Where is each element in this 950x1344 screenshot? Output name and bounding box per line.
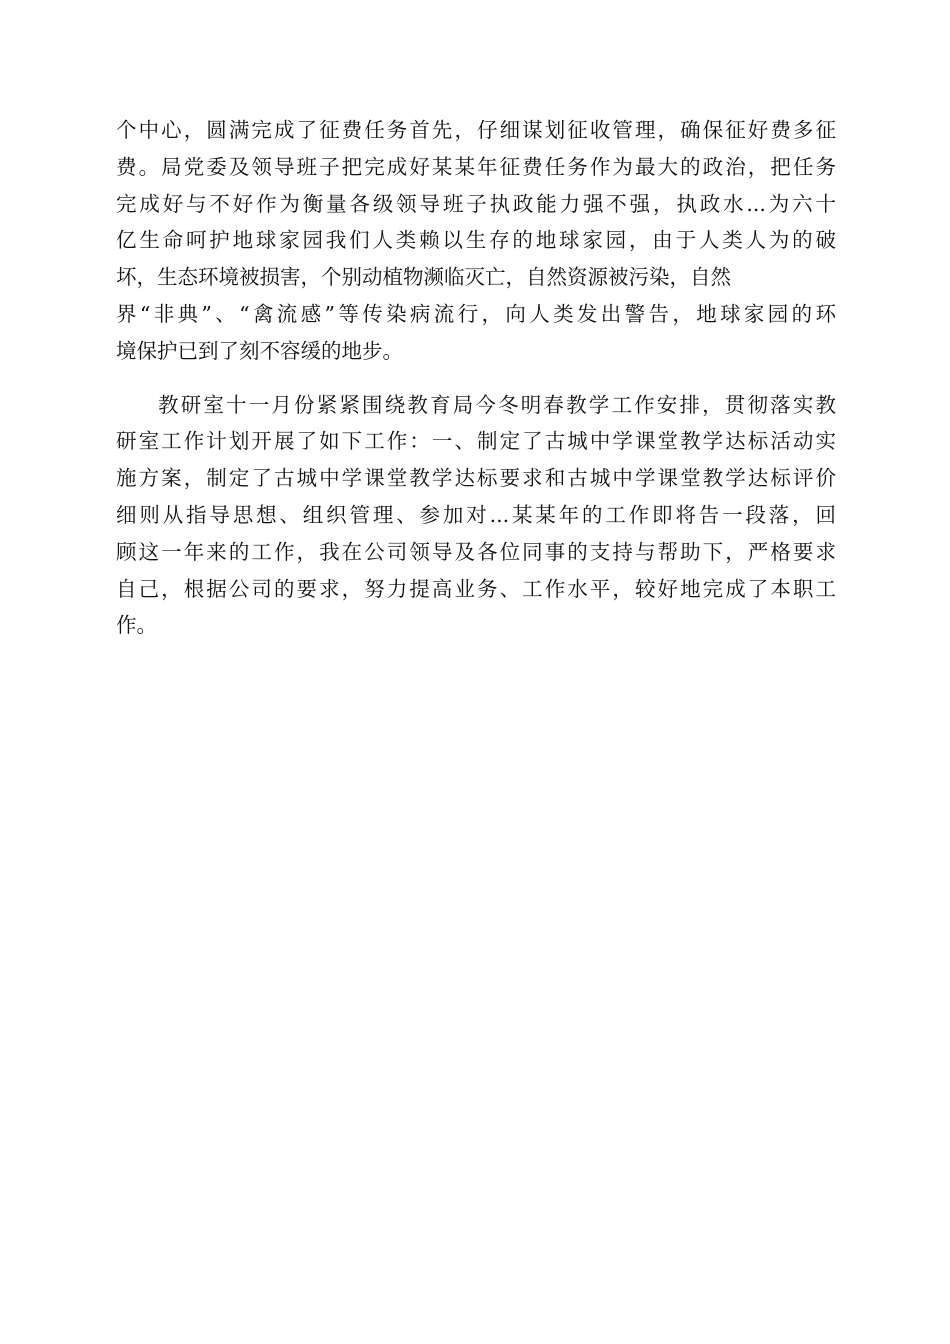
paragraph-spacer	[116, 370, 836, 387]
paragraph-line: 自己，根据公司的要求，努力提高业务、工作水平，较好地完成了本职工	[116, 576, 836, 601]
paragraph-line: 施方案，制定了古城中学课堂教学达标要求和古城中学课堂教学达标评价	[116, 466, 836, 491]
paragraph-line: 顾这一年来的工作，我在公司领导及各位同事的支持与帮助下，严格要求	[116, 539, 836, 564]
paragraph-line: 研室工作计划开展了如下工作：一、制定了古城中学课堂教学达标活动实	[116, 429, 836, 454]
paragraph-line: 教研室十一月份紧紧围绕教育局今冬明春教学工作安排，贯彻落实教	[158, 392, 836, 417]
paragraph-line: 细则从指导思想、组织管理、参加对...某某年的工作即将告一段落，回	[116, 502, 836, 527]
paragraph-2	[116, 387, 836, 645]
paragraph-line: 完成好与不好作为衡量各级领导班子执政能力强不强，执政水...为六十	[116, 191, 836, 216]
paragraph-1	[116, 112, 836, 370]
paragraph-line: 个中心，圆满完成了征费任务首先，仔细谋划征收管理，确保征好费多征	[116, 118, 836, 142]
document-body	[116, 112, 836, 644]
paragraph-line: 费。局党委及领导班子把完成好某某年征费任务作为最大的政治，把任务	[116, 154, 836, 179]
paragraph-line: 坏，生态环境被损害，个别动植物濒临灭亡，自然资源被污染，自然	[116, 265, 731, 290]
paragraph-line: 境保护已到了刻不容缓的地步。	[116, 338, 403, 363]
paragraph-line: 界“非典”、“禽流感”等传染病流行，向人类发出警告，地球家园的环	[116, 301, 836, 326]
paragraph-line: 作。	[116, 613, 157, 638]
paragraph-line: 亿生命呵护地球家园我们人类赖以生存的地球家园，由于人类人为的破	[116, 228, 836, 253]
